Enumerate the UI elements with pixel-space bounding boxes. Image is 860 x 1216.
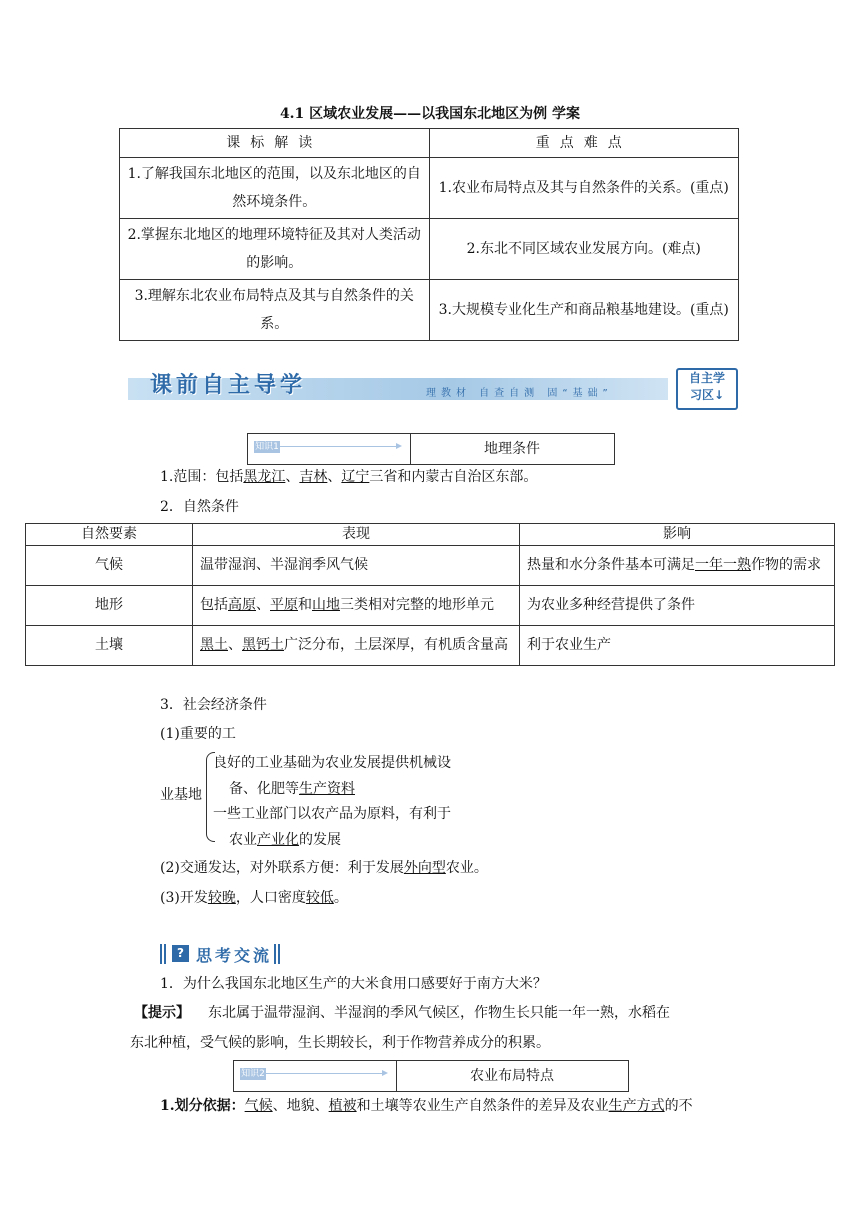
brace-line: 良好的工业基础为农业发展提供机械设 [213, 755, 451, 771]
item-underline: 外向型 [403, 860, 446, 876]
item-text: (3)开发 [160, 890, 208, 906]
impact-underline: 一年一熟 [695, 557, 751, 573]
hint-line: 东北种植，受气候的影响，生长期较长，利于作物营养成分的积累。 [130, 1035, 550, 1051]
key-point-cell: 2.东北不同区域农业发展方向。(难点) [429, 219, 739, 280]
brace-underline: 生产资料 [299, 781, 355, 797]
element-cell: 土壤 [26, 626, 193, 666]
brace-line [229, 829, 341, 849]
performance-cell [193, 626, 520, 666]
think-label: 思考交流 [196, 946, 273, 965]
natural-conditions-table [25, 523, 835, 666]
division-underline: 生产方式 [608, 1098, 665, 1114]
knowledge-tag-box [248, 434, 411, 464]
division-line [160, 1095, 693, 1115]
section-banner [128, 366, 738, 408]
brace-text: 农业 [229, 832, 257, 848]
table-header-row [120, 129, 739, 158]
curriculum-cell: 1.了解我国东北地区的范围，以及东北地区的自然环境条件。 [120, 158, 430, 219]
banner-title: 课前自主导学 [150, 373, 307, 398]
objectives-table [119, 128, 739, 341]
separator: 、 [256, 597, 270, 613]
impact-cell: 为农业多种经营提供了条件 [520, 586, 835, 626]
key-point-cell: 1.农业布局特点及其与自然条件的关系。(重点) [429, 158, 739, 219]
separator: 、 [285, 469, 300, 485]
perf-underline: 黑土 [200, 637, 228, 653]
performance-cell: 温带湿润、半湿润季风气候 [193, 546, 520, 586]
province-heilongjiang: 黑龙江 [243, 469, 286, 485]
banner-badge [676, 368, 738, 410]
banner-subtitle: 理教材 自查自测 固“基础” [426, 388, 613, 399]
brace-line [229, 778, 355, 798]
perf-text: 三类相对完整的地形单元 [340, 597, 494, 613]
header-key-points: 重点难点 [429, 129, 739, 158]
table-row [120, 280, 739, 341]
item-underline: 较低 [305, 890, 334, 906]
impact-cell: 利于农业生产 [520, 626, 835, 666]
province-jilin: 吉林 [299, 469, 328, 485]
perf-text: 广泛分布，土层深厚，有机质含量高 [284, 637, 508, 653]
scope-prefix: 1.范围：包括 [160, 469, 244, 485]
division-underline: 气候 [244, 1098, 273, 1114]
division-underline: 植被 [328, 1098, 357, 1114]
division-text: 的不 [664, 1098, 693, 1114]
think-question: 1．为什么我国东北地区生产的大米食用口感要好于南方大米？ [160, 976, 547, 992]
header-curriculum: 课标解读 [120, 129, 430, 158]
table-row [26, 626, 835, 666]
separator: 、 [228, 637, 242, 653]
item-text: 农业。 [445, 860, 488, 876]
perf-underline: 山地 [312, 597, 340, 613]
double-bar-icon [274, 944, 280, 964]
knowledge-tag: 知识2 [241, 1069, 265, 1079]
division-text: 、地貌、 [272, 1098, 329, 1114]
header-impact: 影响 [520, 524, 835, 546]
question-icon: ? [172, 945, 189, 962]
header-performance: 表现 [193, 524, 520, 546]
hint-line [134, 1002, 670, 1022]
social-heading: 3．社会经济条件 [160, 697, 267, 713]
impact-cell [520, 546, 835, 586]
brace-underline: 产业化 [257, 832, 299, 848]
table-row [26, 586, 835, 626]
item-text: 。 [333, 890, 348, 906]
separator: 、 [327, 469, 342, 485]
table-header-row [26, 524, 835, 546]
knowledge-tag: 知识1 [255, 442, 279, 452]
knowledge-name: 地理条件 [484, 441, 540, 457]
curriculum-cell: 3.理解东北农业布局特点及其与自然条件的关系。 [120, 280, 430, 341]
knowledge-tag-box [234, 1061, 397, 1091]
impact-text: 作物的需求 [751, 557, 821, 573]
table-row [26, 546, 835, 586]
hint-label: 【提示】 [134, 1005, 190, 1021]
performance-cell [193, 586, 520, 626]
social-item1-label: 业基地 [160, 787, 202, 803]
brace-text: 备、化肥等 [229, 781, 299, 797]
arrow-icon [280, 446, 400, 447]
impact-text: 热量和水分条件基本可满足 [527, 557, 695, 573]
scope-line [160, 466, 537, 486]
division-label: 1.划分依据： [160, 1098, 245, 1114]
scope-suffix: 三省和内蒙古自治区东部。 [369, 469, 538, 485]
knowledge-header-1 [247, 433, 615, 465]
hint-text: 东北属于温带湿润、半湿润的季风气候区，作物生长只能一年一熟，水稻在 [208, 1005, 670, 1021]
social-item2 [160, 857, 488, 877]
table-row [120, 219, 739, 280]
item-text: (2)交通发达，对外联系方便：利于发展 [160, 860, 404, 876]
element-cell: 地形 [26, 586, 193, 626]
perf-text: 包括 [200, 597, 228, 613]
perf-underline: 高原 [228, 597, 256, 613]
social-item1-prefix: (1)重要的工 [160, 726, 236, 742]
brace-line: 一些工业部门以农产品为原料，有利于 [213, 806, 451, 822]
division-text: 和土壤等农业生产自然条件的差异及农业 [356, 1098, 609, 1114]
item-underline: 较晚 [207, 890, 236, 906]
knowledge-name: 农业布局特点 [470, 1068, 554, 1084]
table-row [120, 158, 739, 219]
element-cell: 气候 [26, 546, 193, 586]
separator: 和 [298, 597, 312, 613]
perf-underline: 平原 [270, 597, 298, 613]
natural-heading: 2．自然条件 [160, 499, 239, 515]
perf-underline: 黑钙土 [242, 637, 284, 653]
badge-line: 自主学 [688, 371, 725, 385]
curriculum-cell: 2.掌握东北地区的地理环境特征及其对人类活动的影响。 [120, 219, 430, 280]
key-point-cell: 3.大规模专业化生产和商品粮基地建设。(重点) [429, 280, 739, 341]
page-title: 4.1 区域农业发展——以我国东北地区为例 学案 [279, 106, 581, 122]
badge-line: 习区↓ [689, 388, 725, 402]
brace-text: 的发展 [299, 832, 341, 848]
item-text: ，人口密度 [235, 890, 306, 906]
header-element: 自然要素 [26, 524, 193, 546]
double-bar-icon [160, 944, 166, 964]
arrow-icon [266, 1073, 386, 1074]
social-item3 [160, 887, 348, 907]
province-liaoning: 辽宁 [341, 469, 370, 485]
knowledge-header-2 [233, 1060, 629, 1092]
